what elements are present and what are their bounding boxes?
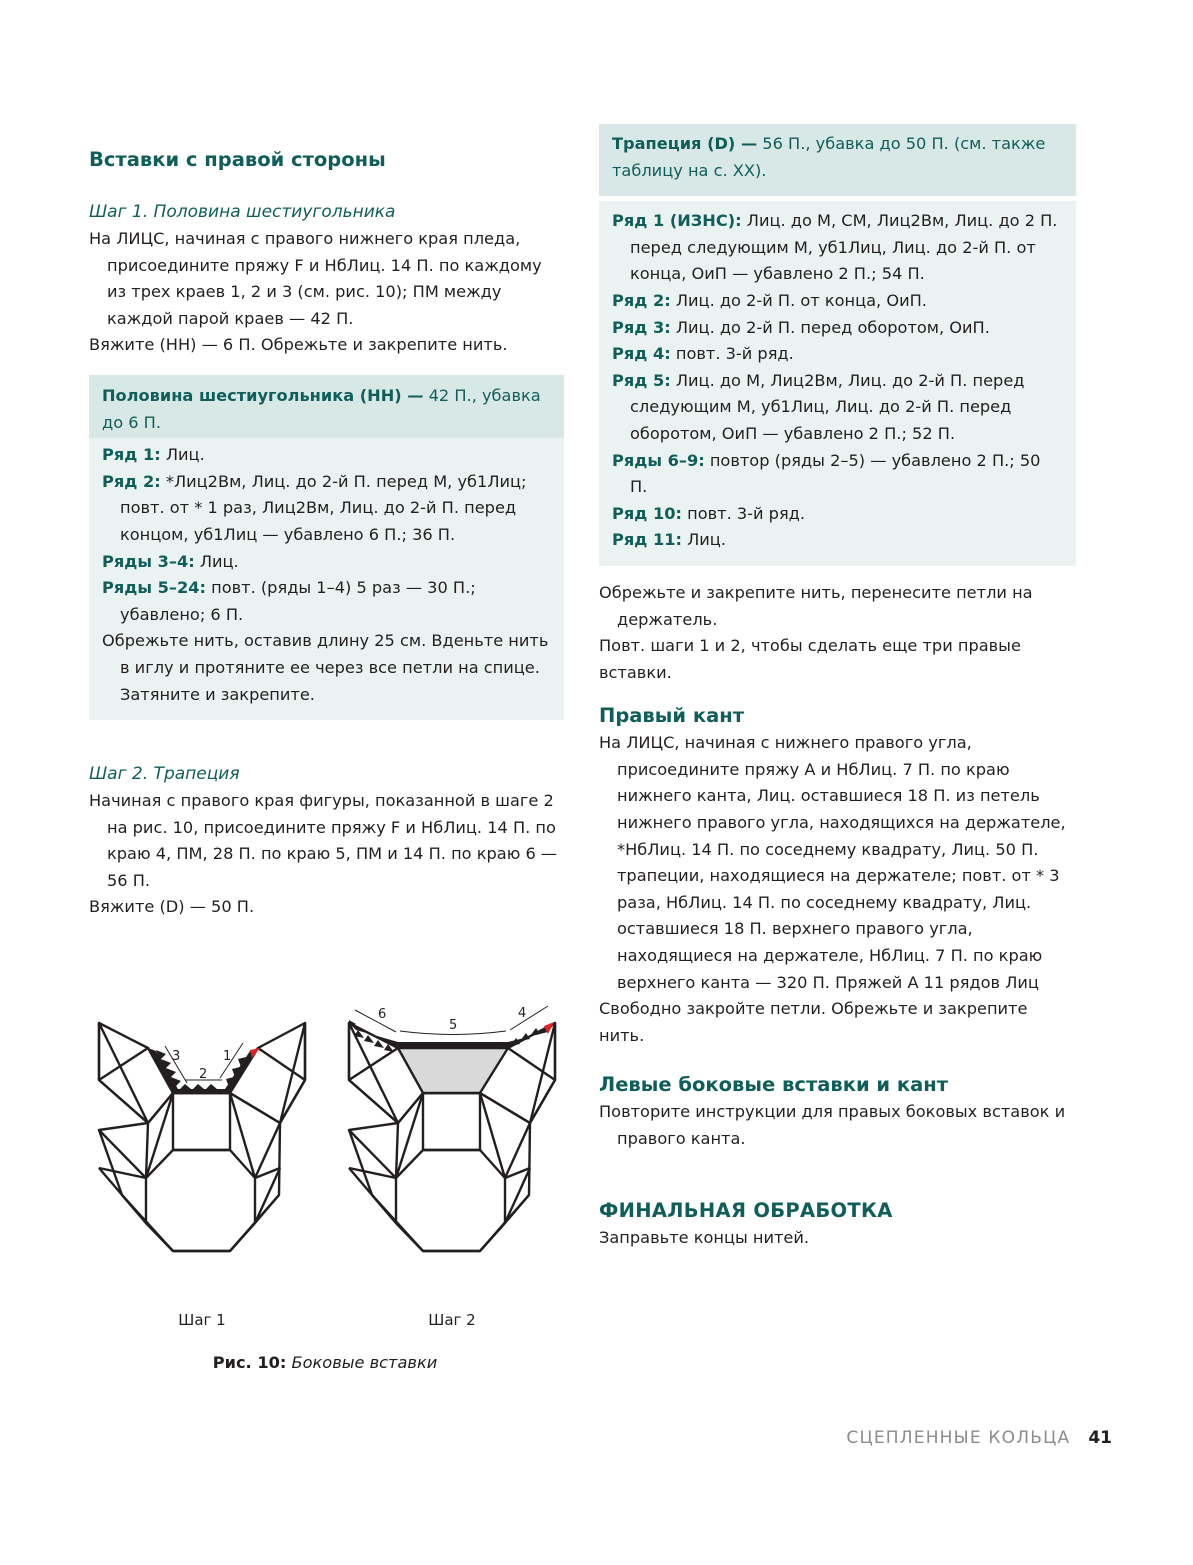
finish-heading: ФИНАЛЬНАЯ ОБРАБОТКА [599,1198,893,1222]
row-text: Лиц. [194,551,239,571]
section-heading: Вставки с правой стороны [89,148,386,171]
instruction-row [612,368,1062,448]
octagon-center [146,1150,255,1251]
row-label: Ряд 2: [612,290,671,310]
instruction-row [102,575,552,628]
edge-label-5: 5 [449,1018,458,1033]
instruction-row [612,315,1062,342]
step1-label: Шаг 1 [178,1311,226,1329]
half-hexagon-box [89,375,564,720]
divider [99,1130,146,1178]
row-text: повт. 3-й ряд. [670,344,794,364]
octagon-center [396,1150,505,1251]
after-paragraph: Обрежьте и закрепите нить, перенесите петли на держатель. [599,582,1033,629]
square-top-right [480,1093,530,1178]
stitch-tooth [206,1084,217,1089]
instruction-row [612,448,1062,501]
instruction-row [612,341,1062,368]
divider [349,1130,396,1178]
edge-label-2: 2 [199,1067,208,1082]
square-top [173,1093,230,1150]
step1-paragraph-2: Вяжите (НН) — 6 П. Обрежьте и закрепите нить. [89,335,508,355]
right-edge-paragraph: На ЛИЦС, начиная с нижнего правого угла, присоедините пряжу A и НбЛиц. 7 П. по краю нижнего канта, Лиц. оставшиеся 18 П. из петель нижнего правого угла, находящихся на держателе, *НбЛиц. 14 П. по соседнему квадрату, Лиц. 50 П. трапеции, находящиеся на держателе; повт. от * 3 раза, НбЛиц. 14 П. по соседнему квадрату, Лиц. оставшиеся 18 П. верхнего правого угла, находящиеся на держателе, НбЛиц. 7 П. по краю верхнего канта — 320 П. Пряжей A 11 рядов Лиц [599,733,1066,992]
instruction-row [102,442,552,469]
row-text: Лиц. до 2-й П. от конца, ОиП. [670,290,927,310]
right-edge-heading: Правый кант [599,704,745,728]
divider [146,1223,173,1251]
trapezoid-box-title-rest: 56 П., убавка до 50 П. (см. также таблицу на с. XX). [612,134,1046,180]
left-edge-heading: Левые боковые вставки и кант [599,1073,949,1097]
half-hexagon-box-title: Половина шестиугольника (НН) — [102,385,424,405]
row-text: Лиц. [681,530,726,550]
row-label: Ряды 3–4: [102,551,195,571]
row-label: Ряд 1: [102,445,161,465]
stitch-tooth [193,1084,204,1089]
row-text: Лиц. до 2-й П. перед оборотом, ОиП. [670,317,990,337]
half-hexagon-box-title-rest: 42 П., убавка до 6 П. [102,385,541,432]
row-text: *Лиц2Вм, Лиц. до 2-й П. перед М, уб1Лиц; повт. от * 1 раз, Лиц2Вм, Лиц. до 2-й П. перед концом, уб1Лиц — убавлено 6 П.; 36 П. [120,471,527,544]
instruction-row [102,549,552,576]
row-label: Ряд 11: [612,530,682,550]
figure-caption [90,1350,560,1377]
running-title: СЦЕПЛЕННЫЕ КОЛЬЦА [846,1428,1071,1448]
divider [372,1195,396,1223]
divider [349,1080,398,1123]
edge-label-3: 3 [172,1049,181,1064]
row-label: Ряд 1 (ИЗНС): [612,211,742,231]
page-footer [846,1425,1112,1452]
figure-side-inserts [90,998,560,1373]
trapezoid-shaded [398,1048,508,1093]
divider [99,1080,148,1123]
square-top-right [230,1093,280,1178]
row-text: Лиц. [160,445,205,465]
instruction-row [102,469,552,549]
edge-label-1: 1 [223,1049,232,1064]
trapezoid-box-header [599,124,1076,196]
repeat-paragraph: Повт. шаги 1 и 2, чтобы сделать еще три правые вставки. [599,636,1021,682]
finishing-instruction: Обрежьте нить, оставив длину 25 см. Вденьте нить в иглу и протяните ее через все петли на спице. Затяните и закрепите. [102,631,549,704]
caption-text: Боковые вставки [291,1353,438,1372]
step2-title: Шаг 2. Трапеция [89,764,240,785]
stitch-tooth [520,1033,530,1041]
instruction-row [612,288,1062,315]
divider [530,1080,555,1123]
step2-paragraph-2: Вяжите (D) — 50 П. [89,897,255,917]
side-inserts-diagram [90,998,560,1373]
row-label: Ряд 5: [612,370,671,390]
step2-label: Шаг 2 [428,1311,476,1329]
left-edge-paragraph: Повторите инструкции для правых боковых вставок и правого канта. [599,1102,1066,1148]
trapezoid-box-body [599,201,1076,566]
right-strip [530,1023,555,1123]
divider [396,1223,423,1251]
right-edge-paragraph-2: Свободно закройте петли. Обрежьте и закрепите нить. [599,999,1028,1045]
instruction-row [612,501,1062,528]
stitch-tooth [530,1028,540,1036]
edge-label-4: 4 [518,1006,527,1021]
left-strip [99,1023,148,1123]
page-number: 41 [1088,1428,1112,1448]
step1-title: Шаг 1. Половина шестиугольника [89,202,396,222]
caption-label: Рис. 10: [212,1353,287,1372]
row-text: Лиц. до М, СМ, Лиц2Вм, Лиц. до 2 П. перед следующим М, уб1Лиц, Лиц. до 2-й П. от конца, ОиП — убавлено 2 П.; 54 П. [630,211,1058,284]
trapezoid-box-title: Трапеция (D) — [612,134,758,153]
divider [122,1195,146,1223]
stitch-tooth [180,1084,191,1089]
half-hexagon-box-body [89,438,564,720]
row-label: Ряды 5–24: [102,578,206,598]
divider [280,1080,305,1123]
row-label: Ряды 6–9: [612,450,705,470]
row-label: Ряд 2: [102,471,161,491]
step1-motif [99,1023,305,1251]
row-text: повт. 3-й ряд. [681,503,806,523]
left-strip [349,1023,398,1123]
half-hexagon-box-header [89,375,564,438]
row-text: повтор (ряды 2–5) — убавлено 2 П.; 50 П. [630,450,1041,497]
step2-paragraph: Начиная с правого края фигуры, показанной в шаге 2 на рис. 10, присоедините пряжу F и НбЛиц. 14 П. по краю 4, ПМ, 28 П. по краю 5, ПМ и 14 П. по краю 6 — 56 П. [89,791,558,890]
row-text: повт. (ряды 1–4) 5 раз — 30 П.; убавлено; 6 П. [120,578,476,624]
row-label: Ряд 4: [612,344,671,364]
row-text: Лиц. до М, Лиц2Вм, Лиц. до 2-й П. перед следующим М, уб1Лиц, Лиц. до 2-й П. перед оборотом, ОиП — убавлено 2 П.; 52 П. [630,370,1025,443]
instruction-row [612,527,1062,554]
edge-label-6: 6 [378,1007,387,1022]
right-strip [280,1023,305,1123]
right-column [599,124,1076,1251]
step1-paragraph: На ЛИЦС, начиная с правого нижнего края пледа, присоедините пряжу F и НбЛиц. 14 П. по каждому из трех краев 1, 2 и 3 (см. рис. 10); ПМ между каждой парой краев — 42 П. [89,229,542,328]
square-top [423,1093,480,1150]
divider [230,1223,255,1251]
divider [480,1223,505,1251]
arrow-edge-4 [510,1006,548,1030]
row-label: Ряд 3: [612,317,671,337]
instruction-row [612,208,1062,288]
left-column [89,146,564,921]
step2-motif [349,1023,555,1251]
row-label: Ряд 10: [612,503,682,523]
finish-paragraph: Заправьте концы нитей. [599,1227,810,1247]
